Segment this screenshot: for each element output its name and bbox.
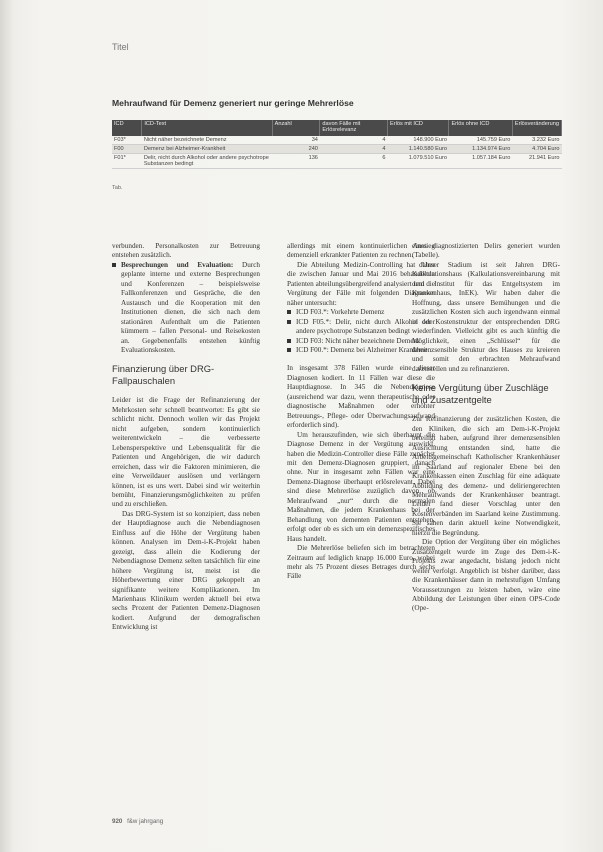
cell-revenue-without: 145.759 Euro — [449, 136, 512, 145]
col-header-revenue-without: Erlös ohne ICD — [449, 120, 512, 136]
journal-name: f&w jahrgang — [127, 818, 164, 825]
paragraph: Die Abteilung Medizin-Controlling hat daher die zwischen Januar und Mai 2016 behandelten Patienten abteilungsübergreifend analysiert und die Vergütung der Fälle mit folgenden Diagnosen näher untersucht: — [287, 260, 435, 307]
paragraph: Das DRG-System ist so konzipiert, dass neben der Hauptdiagnose auch die Nebendiagnosen Einfluss auf die Höhe der Vergütung haben können. Analysen im Dem-i-K-Projekt haben gezeigt, dass allein die Kodierung der Nebendiagnose Demenz selten tatsächlich für eine höhere Vergütung ist, meist ist die Höherbewertung einer DRG gekoppelt an signifikante weitere Komplikationen. Im Marienhaus Klinikum werden aktuell bei etwa sechs Prozent der Patienten Demenz-Diagnosen kodiert. Aufgrund der demografischen Entwicklung ist — [112, 509, 260, 632]
cell-text: Delir, nicht durch Alkohol oder andere psychotrope Substanzen bedingt — [142, 154, 272, 169]
cell-text: Nicht näher bezeichnete Demenz — [142, 136, 272, 145]
section-heading: Keine Vergütung über Zuschläge und Zusatzentgelte — [412, 382, 549, 406]
cell-count: 240 — [272, 145, 320, 154]
cell-revenue-with: 1.079.510 Euro — [388, 154, 449, 169]
cell-revenue-change: 4.704 Euro — [512, 145, 561, 154]
list-item: ICD F03.*: Vorkehrte Demenz — [287, 308, 435, 317]
table-row — [112, 154, 562, 169]
cell-revenue-change: 21.941 Euro — [512, 154, 561, 169]
square-bullet-icon — [287, 310, 291, 314]
paragraph: Um herauszufinden, wie sich überhaupt die Diagnose Demenz in der Vergütung auswirkt, haben die Medizin-Controller diese Fälle zunächst mit den Demenz-Diagnosen gruppiert, danach ohne. Nur in insgesamt zehn Fällen war eine Demenz-Diagnose überhaupt erlösrelevant. Dabei sind diese Mehrerlöse zuzüglich davon, ob Mehraufwand „nur“ durch die normalen Maßnahmen, die jedem Krankenhaus bei der Behandlung von dementen Patienten entstehen, erfolgt oder ob es sich um ein demenzspezifisches Haus handelt. — [287, 430, 435, 543]
cell-relevant: 6 — [320, 154, 388, 169]
paragraph: verbunden. Personalkosten zur Betreuung entstehen zusätzlich. — [112, 242, 260, 260]
square-bullet-icon — [287, 339, 291, 343]
col-header-relevant-cases: davon Fälle mit Erlösrelevanz — [320, 120, 388, 136]
col-header-count: Anzahl — [272, 120, 320, 136]
cell-revenue-change: 3.232 Euro — [512, 136, 561, 145]
square-bullet-icon — [287, 320, 291, 324]
paragraph: Leider ist die Frage der Refinanzierung der Mehrkosten sehr schnell beantwortet: Es gibt sie schlicht nicht. Dennoch wollen wir das Projekt nicht aufgeben, sondern kontinuierlich weiterentwickeln – die verbesserte Lebensperspektive und Lebensqualität für die Patienten und Angehörigen, die wir dadurch erreichen, dass wir die Faktoren minimieren, die eine Verweildauer auslösen und verlängern können, ist es uns wert. Dabei sind wir weiterhin bemüht, Finanzierungsmöglichkeiten zu prüfen und zu erschließen. — [112, 396, 260, 509]
cell-relevant: 4 — [320, 145, 388, 154]
paragraph: allerdings mit einem kontinuierlichen Anstieg demenziell erkrankter Patienten zu rechnen. — [287, 242, 435, 260]
cell-icd: F00 — [112, 145, 142, 154]
col-header-revenue-with: Erlös mit ICD — [388, 120, 449, 136]
cell-revenue-without: 1.134.974 Euro — [449, 145, 512, 154]
table-row — [112, 145, 562, 154]
cell-count: 136 — [272, 154, 320, 169]
page-footer — [112, 818, 163, 825]
bullet-text: Durch geplante interne und externe Besprechungen und Konferenzen – beispielsweise Fallkonferenzen und Gespräche, die den Austausch und die Kooperation mit den Institutionen dienen, die sich nach dem stationären Aufenthalt um die Patienten kümmern – fallen Personal- und Reisekosten an. Gegebenenfalls entstehen künftig Evaluationskosten. — [121, 260, 260, 354]
list-item: ICD F03: Nicht näher bezeichnete Demenz — [287, 337, 435, 346]
list-item: ICD F05.*: Delir, nicht durch Alkohol oder andere psychotrope Substanzen bedingt — [287, 318, 435, 337]
cell-count: 34 — [272, 136, 320, 145]
section-heading: Finanzierung über DRG-Fallpauschalen — [112, 363, 215, 387]
cell-icd: F01* — [112, 154, 142, 169]
table-source-label: Tab. — [112, 185, 123, 191]
square-bullet-icon — [287, 348, 291, 352]
cell-relevant: 4 — [320, 136, 388, 145]
revenue-table — [112, 120, 562, 169]
bullet-list — [112, 261, 260, 356]
col-header-icd-text: ICD-Text — [142, 120, 272, 136]
paragraph: In insgesamt 378 Fällen wurde eine dieser Diagnosen kodiert. In 11 Fällen war diese die Hauptdiagnose. In 345 die Nebendiagnose (ausreichend war dazu, wenn therapeutische oder diagnostische Maßnahmen oder erhöhter Betreuungs-, Pflege- oder Überwachungsaufwand erforderlich sind). — [287, 364, 435, 430]
list-item — [112, 261, 260, 356]
col-header-revenue-change: Erlösveränderung — [512, 120, 561, 136]
table-title: Mehraufwand für Demenz generiert nur geringe Mehrerlöse — [112, 98, 354, 108]
paragraph: eines diagnostizierten Delirs generiert wurden (Tabelle). — [412, 242, 560, 260]
cell-revenue-with: 1.140.580 Euro — [388, 145, 449, 154]
text-column-3 — [412, 242, 560, 614]
page-number: 920 — [112, 818, 123, 825]
col-header-icd: ICD — [112, 120, 142, 136]
table-header-row — [112, 120, 562, 136]
paragraph: Die Option der Vergütung über ein mögliches Zusatzentgelt wurde im Zuge des Dem-i-K-Projekts zwar angedacht, bislang jedoch nicht weiter verfolgt. Angeblich ist bisher darüber, dass die Krankenhäuser dann in mehrstufigen Umfang Voraussetzungen zu leisten haben, wäre eine Abbildung der Leistungen über einen OPS-Code (Ope- — [412, 538, 560, 613]
paragraph: Unser Stadium ist seit Jahren DRG-Kalkulationshaus (Kalkulationsvereinbarung mit dem Institut für das Entgeltsystem im Krankenhaus, InEK). Wir haben daher die Hoffnung, dass unsere Bemühungen und die zusätzlichen Kosten sich auch irgendwann einmal in der Kostenstruktur der entsprechenden DRG wiederfinden. Vielleicht gibt es auch künftig die Möglichkeit, einen „Schlüssel“ für die demenzsensible Struktur des Hauses zu kreieren und somit den erbrachten Mehraufwand darzustellen und zu refinanzieren. — [412, 260, 560, 373]
cell-icd: F03* — [112, 136, 142, 145]
bullet-heading: Besprechungen und Evaluation: — [121, 260, 234, 269]
list-item: ICD F00.*: Demenz bei Alzheimer Krankheit — [287, 346, 435, 355]
cell-revenue-with: 148.900 Euro — [388, 136, 449, 145]
cell-revenue-without: 1.057.184 Euro — [449, 154, 512, 169]
cell-text: Demenz bei Alzheimer-Krankheit — [142, 145, 272, 154]
paragraph: Zur Refinanzierung der zusätzlichen Kosten, die den Kliniken, die sich am Dem-i-K-Projekt beteiligt haben, aufgrund ihrer demenzsensiblen Ausrichtung entstanden sind, hatte die Arbeitsgemeinschaft Katholischer Krankenhäuser im Saarland auf regionaler Ebene bei den Krankenkassen einen Zuschlag für eine adäquate Abbildung des demenz- und deliriengerechten Mehraufwands der Krankenhäuser beantragt. Leider fand dieser Vorschlag unter den Kostenverbänden im Saarland keine Zustimmung. Sie sahen darin aktuell keine Notwendigkeit, hierzu die Begründung. — [412, 415, 560, 537]
running-header: Titel — [112, 42, 129, 52]
square-bullet-icon — [112, 263, 116, 267]
text-column-1 — [112, 242, 260, 633]
table-row — [112, 136, 562, 145]
paragraph: Die Mehrerlöse beliefen sich im betrachteten Zeitraum auf lediglich knapp 16.000 Euro, wobei mehr als 75 Prozent dieses Betrages durch sechs Fälle — [287, 544, 435, 581]
